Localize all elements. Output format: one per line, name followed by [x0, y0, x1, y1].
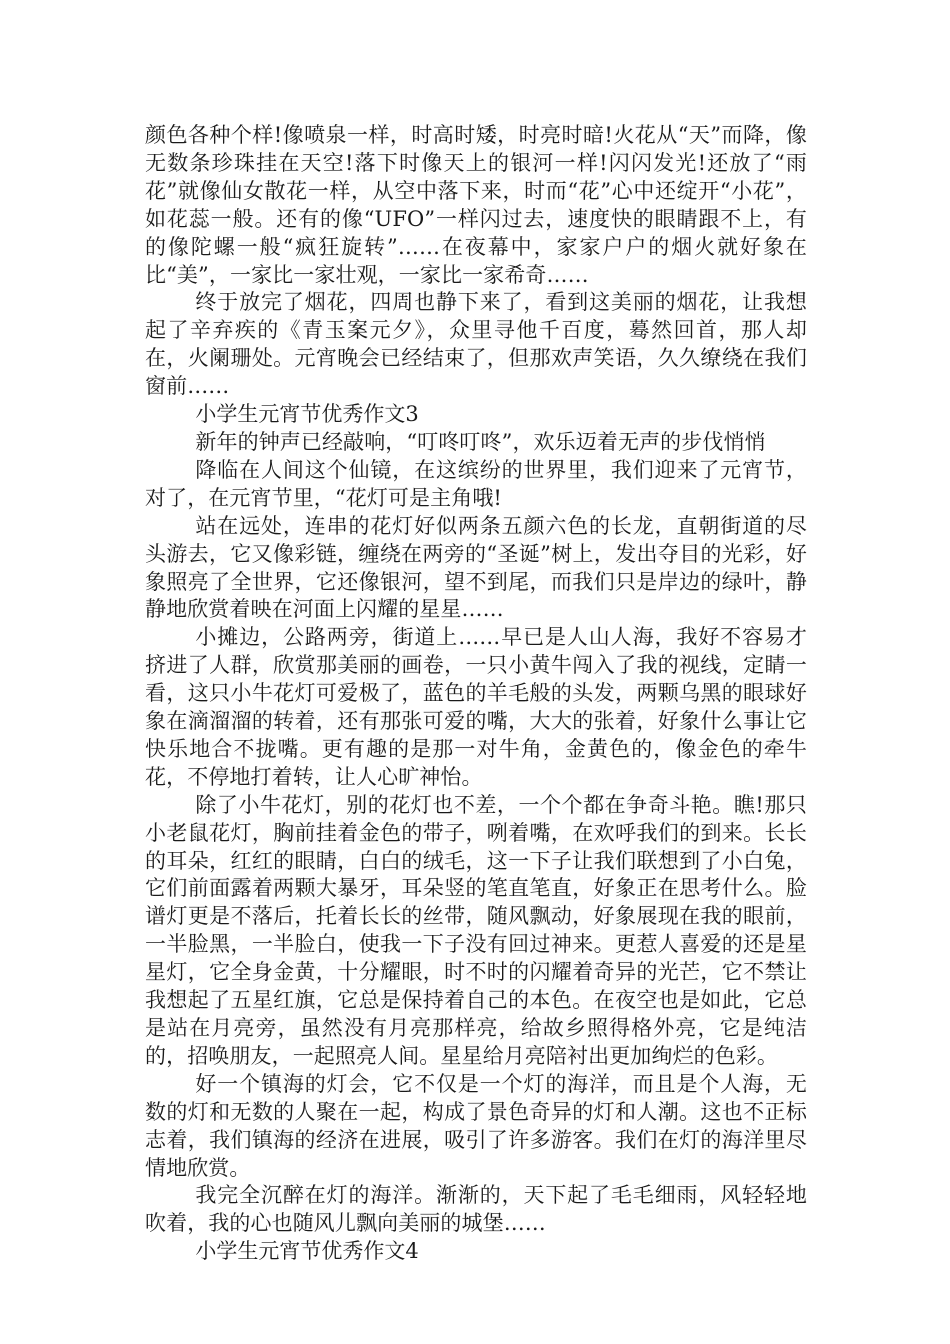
- paragraph-fireworks-end: 终于放完了烟花，四周也静下来了，看到这美丽的烟花，让我想起了辛弃疾的《青玉案元夕》，众里寻他千百度，蓦然回首，那人却在，火阑珊处。元宵晚会已经结束了，但那欢声笑语，久久缭绕在我们窗前……: [145, 290, 807, 399]
- paragraph-ox-lantern: 小摊边，公路两旁，街道上……早已是人山人海，我好不容易才挤进了人群，欣赏那美丽的画卷，一只小黄牛闯入了我的视线，定睛一看，这只小牛花灯可爱极了，蓝色的羊毛般的头发，两颗乌黑的眼球好象在滴溜溜的转着，还有那张可爱的嘴，大大的张着，好象什么事让它快乐地合不拢嘴。更有趣的是那一对牛角，金黄色的，像金色的牵牛花，不停地打着转，让人心旷神怡。: [145, 625, 807, 789]
- paragraph-zhenhai-lantern-fair: 好一个镇海的灯会，它不仅是一个灯的海洋，而且是个人海，无数的灯和无数的人聚在一起，构成了景色奇异的灯和人潮。这也不正标志着，我们镇海的经济在进展，吸引了许多游客。我们在灯的海洋里尽情地欣赏。: [145, 1071, 807, 1180]
- essay-title-4: 小学生元宵节优秀作文4: [195, 1239, 419, 1264]
- document-page: [145, 122, 807, 1266]
- essay-title-3: 小学生元宵节优秀作文3: [195, 402, 419, 427]
- paragraph-fireworks-colors: 颜色各种个样!像喷泉一样，时高时矮，时亮时暗!火花从“天”而降，像无数条珍珠挂在天空!落下时像天上的银河一样!闪闪发光!还放了“雨花”就像仙女散花一样，从空中落下来，时而“花”心中还绽开“小花”，如花蕊一般。还有的像“UFO”一样闪过去，速度快的眼睛跟不上，有的像陀螺一般“疯狂旋转”……在夜幕中，家家户户的烟火就好象在比“美”，一家比一家壮观，一家比一家希奇……: [145, 123, 807, 287]
- paragraph-lantern-festival-arrives: 降临在人间这个仙镜，在这缤纷的世界里，我们迎来了元宵节，对了，在元宵节里，“花灯可是主角哦!: [145, 457, 807, 510]
- paragraph-lanterns-afar: 站在远处，连串的花灯好似两条五颜六色的长龙，直朝街道的尽头游去，它又像彩链，缠绕在两旁的“圣诞”树上，发出夺目的光彩，好象照亮了全世界，它还像银河，望不到尾，而我们只是岸边的绿叶，静静地欣赏着映在河面上闪耀的星星……: [145, 513, 807, 622]
- paragraph-drizzle: 我完全沉醉在灯的海洋。渐渐的，天下起了毛毛细雨，风轻轻地吹着，我的心也随风儿飘向美丽的城堡……: [145, 1183, 807, 1236]
- paragraph-other-lanterns: 除了小牛花灯，别的花灯也不差，一个个都在争奇斗艳。瞧!那只小老鼠花灯，胸前挂着金色的带子，咧着嘴，在欢呼我们的到来。长长的耳朵，红红的眼睛，白白的绒毛，这一下子让我们联想到了小白兔，它们前面露着两颗大暴牙，耳朵竖的笔直笔直，好象正在思考什么。脸谱灯更是不落后，托着长长的丝带，随风飘动，好象展现在我的眼前，一半脸黑，一半脸白，使我一下子没有回过神来。更惹人喜爱的还是星星灯，它全身金黄，十分耀眼，时不时的闪耀着奇异的光芒，它不禁让我想起了五星红旗，它总是保持着自己的本色。在夜空也是如此，它总是站在月亮旁，虽然没有月亮那样亮，给故乡照得格外亮，它是纯洁的，招唤朋友，一起照亮人间。星星给月亮陪衬出更加绚烂的色彩。: [145, 792, 807, 1068]
- paragraph-new-year-bell: 新年的钟声已经敲响，“叮咚叮咚”，欢乐迈着无声的步伐悄悄: [195, 429, 766, 454]
